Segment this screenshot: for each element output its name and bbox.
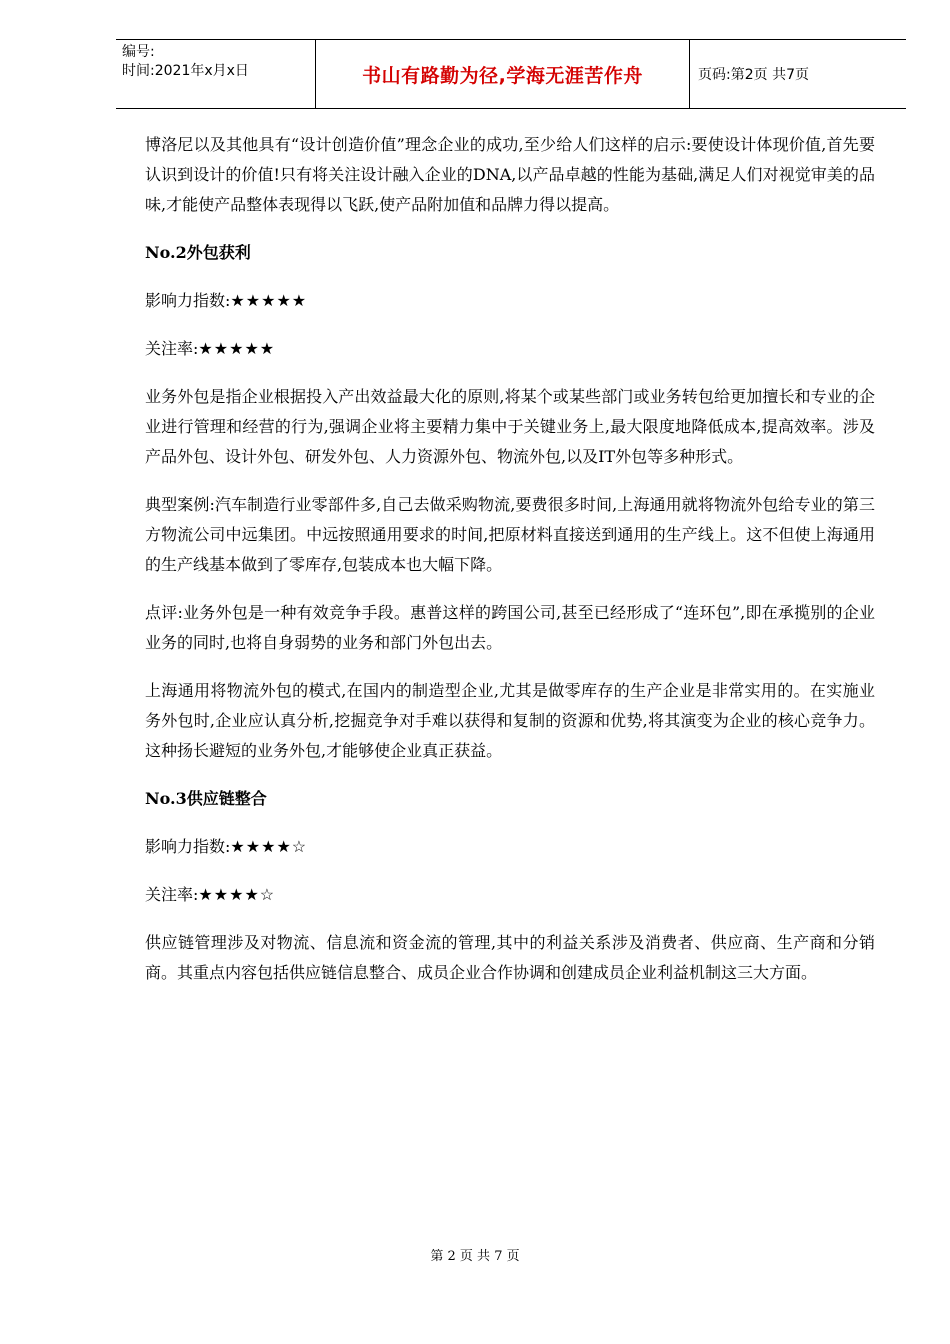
document-number-label: 编号: bbox=[122, 44, 155, 60]
page-info-text: 页码:第2页 共7页 bbox=[698, 67, 809, 83]
paragraph-case-study: 典型案例:汽车制造行业零部件多,自己去做采购物流,要费很多时间,上海通用就将物流外包给专业的第三方物流公司中远集团。中远按照通用要求的时间,把原材料直接送到通用的生产线上。这不但使上海通用的生产线基本做到了零库存,包装成本也大幅下降。 bbox=[145, 495, 875, 574]
star-rating: ★★★★☆ bbox=[230, 837, 308, 856]
paragraph-design-value: 博洛尼以及其他具有“设计创造价值”理念企业的成功,至少给人们这样的启示:要使设计体现价值,首先要认识到设计的价值!只有将关注设计融入企业的DNA,以产品卓越的性能为基础,满足人们对视觉审美的品味,才能使产品整体表现得以飞跃,使产品附加值和品牌力得以提高。 bbox=[145, 135, 875, 214]
rating-label: 关注率: bbox=[145, 339, 199, 358]
header-page-info bbox=[690, 40, 906, 108]
section-heading-outsourcing: No.2外包获利 bbox=[145, 243, 251, 262]
paragraph-supply-chain: 供应链管理涉及对物流、信息流和资金流的管理,其中的利益关系涉及消费者、供应商、生产商和分销商。其重点内容包括供应链信息整合、成员企业合作协调和创建成员企业利益机制这三大方面。 bbox=[145, 933, 875, 982]
rating-label: 影响力指数: bbox=[145, 291, 231, 310]
rating-influence-supply-chain bbox=[145, 832, 875, 862]
paragraph-outsourcing-definition: 业务外包是指企业根据投入产出效益最大化的原则,将某个或某些部门或业务转包给更加擅长和专业的企业进行管理和经营的行为,强调企业将主要精力集中于关键业务上,最大限度地降低成本,提高效率。涉及产品外包、设计外包、研发外包、人力资源外包、物流外包,以及IT外包等多种形式。 bbox=[145, 387, 875, 466]
footer-page-number: 第 2 页 共 7 页 bbox=[430, 1249, 520, 1264]
star-rating: ★★★★★ bbox=[198, 339, 276, 358]
star-rating: ★★★★★ bbox=[230, 291, 308, 310]
section-heading-supply-chain: No.3供应链整合 bbox=[145, 789, 267, 808]
rating-attention-supply-chain bbox=[145, 880, 875, 910]
rating-attention-outsourcing bbox=[145, 334, 875, 364]
rating-label: 关注率: bbox=[145, 885, 199, 904]
page-footer bbox=[0, 1245, 950, 1264]
header-meta bbox=[116, 40, 316, 108]
star-rating: ★★★★☆ bbox=[198, 885, 276, 904]
header-motto-cell bbox=[316, 40, 690, 108]
rating-influence-outsourcing bbox=[145, 286, 875, 316]
document-time-label: 时间:2021年x月x日 bbox=[122, 63, 249, 79]
document-body bbox=[145, 130, 875, 1006]
page-header bbox=[116, 39, 906, 109]
rating-label: 影响力指数: bbox=[145, 837, 231, 856]
paragraph-commentary: 点评:业务外包是一种有效竞争手段。惠普这样的跨国公司,甚至已经形成了“连环包”,即在承揽别的企业业务的同时,也将自身弱势的业务和部门外包出去。 bbox=[145, 603, 875, 652]
header-motto: 书山有路勤为径,学海无涯苦作舟 bbox=[362, 64, 643, 87]
paragraph-analysis: 上海通用将物流外包的模式,在国内的制造型企业,尤其是做零库存的生产企业是非常实用的。在实施业务外包时,企业应认真分析,挖掘竞争对手难以获得和复制的资源和优势,将其演变为企业的核心竞争力。这种扬长避短的业务外包,才能够使企业真正获益。 bbox=[145, 681, 875, 760]
